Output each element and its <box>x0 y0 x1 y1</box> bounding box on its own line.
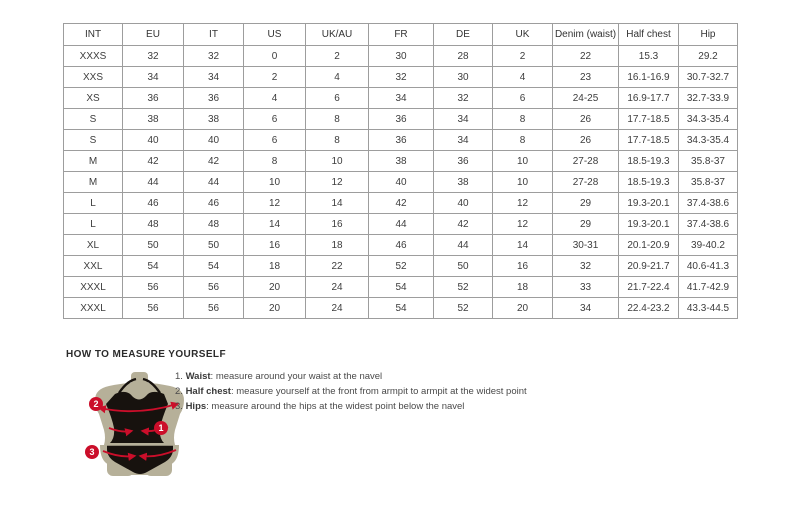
table-cell: 52 <box>434 298 493 319</box>
table-cell: 4 <box>493 67 553 88</box>
table-cell: 36 <box>369 109 434 130</box>
table-row <box>64 256 738 277</box>
measure-marker-hips: 3 <box>85 445 99 459</box>
table-cell: 54 <box>369 298 434 319</box>
table-cell: 24 <box>306 277 369 298</box>
table-cell: 16 <box>306 214 369 235</box>
table-cell: 21.7-22.4 <box>619 277 679 298</box>
table-cell: 8 <box>493 109 553 130</box>
table-cell: 42 <box>123 151 184 172</box>
table-cell: 36 <box>434 151 493 172</box>
table-cell: 52 <box>369 256 434 277</box>
table-row <box>64 193 738 214</box>
table-cell: 6 <box>493 88 553 109</box>
column-header: INT <box>64 24 123 46</box>
table-cell: 42 <box>434 214 493 235</box>
table-cell: 44 <box>123 172 184 193</box>
table-cell: 20 <box>493 298 553 319</box>
table-cell: 22 <box>553 46 619 67</box>
table-cell: 14 <box>244 214 306 235</box>
table-cell: L <box>64 214 123 235</box>
table-cell: 20 <box>244 298 306 319</box>
table-cell: 38 <box>184 109 244 130</box>
table-cell: 44 <box>369 214 434 235</box>
table-cell: 39-40.2 <box>679 235 738 256</box>
table-cell: 34.3-35.4 <box>679 130 738 151</box>
header-row <box>64 24 738 46</box>
table-cell: 2 <box>493 46 553 67</box>
table-cell: 36 <box>369 130 434 151</box>
table-cell: 56 <box>184 277 244 298</box>
measure-steps-list <box>175 371 527 416</box>
table-cell: 17.7-18.5 <box>619 130 679 151</box>
table-cell: S <box>64 109 123 130</box>
table-cell: XS <box>64 88 123 109</box>
table-cell: 40 <box>369 172 434 193</box>
column-header: US <box>244 24 306 46</box>
table-cell: XXXL <box>64 298 123 319</box>
table-cell: 26 <box>553 109 619 130</box>
table-cell: 56 <box>123 298 184 319</box>
table-row <box>64 109 738 130</box>
table-cell: 35.8-37 <box>679 151 738 172</box>
table-cell: 8 <box>306 109 369 130</box>
table-cell: 38 <box>369 151 434 172</box>
table-cell: 32 <box>434 88 493 109</box>
column-header: EU <box>123 24 184 46</box>
step-text: : measure around your waist at the navel <box>210 371 383 382</box>
table-cell: 46 <box>123 193 184 214</box>
table-cell: 27-28 <box>553 172 619 193</box>
table-cell: 6 <box>244 130 306 151</box>
column-header: FR <box>369 24 434 46</box>
table-cell: 37.4-38.6 <box>679 193 738 214</box>
step-number: 2. <box>175 386 186 397</box>
table-cell: 54 <box>369 277 434 298</box>
table-cell: 40 <box>434 193 493 214</box>
column-header: Hip <box>679 24 738 46</box>
table-cell: 0 <box>244 46 306 67</box>
table-cell: 26 <box>553 130 619 151</box>
table-cell: S <box>64 130 123 151</box>
table-cell: 32.7-33.9 <box>679 88 738 109</box>
step-term: Hips <box>185 401 207 412</box>
table-cell: 16.9-17.7 <box>619 88 679 109</box>
size-chart-body <box>64 46 738 319</box>
table-cell: 4 <box>306 67 369 88</box>
table-cell: 42 <box>184 151 244 172</box>
column-header: UK/AU <box>306 24 369 46</box>
table-cell: 23 <box>553 67 619 88</box>
table-cell: XL <box>64 235 123 256</box>
table-cell: XXS <box>64 67 123 88</box>
column-header: UK <box>493 24 553 46</box>
table-cell: 34.3-35.4 <box>679 109 738 130</box>
table-row <box>64 235 738 256</box>
table-cell: 32 <box>369 67 434 88</box>
table-cell: M <box>64 151 123 172</box>
table-cell: M <box>64 172 123 193</box>
table-cell: 30 <box>434 67 493 88</box>
table-cell: 15.3 <box>619 46 679 67</box>
table-cell: 2 <box>244 67 306 88</box>
table-cell: 34 <box>434 109 493 130</box>
measure-step <box>175 401 527 416</box>
table-cell: 8 <box>306 130 369 151</box>
table-cell: 40 <box>123 130 184 151</box>
table-cell: 29.2 <box>679 46 738 67</box>
table-cell: 16.1-16.9 <box>619 67 679 88</box>
step-text: : measure around the hips at the widest point below the navel <box>206 401 465 412</box>
table-cell: 17.7-18.5 <box>619 109 679 130</box>
table-cell: 12 <box>493 214 553 235</box>
table-cell: 54 <box>123 256 184 277</box>
table-cell: 19.3-20.1 <box>619 214 679 235</box>
table-row <box>64 151 738 172</box>
table-cell: 20.9-21.7 <box>619 256 679 277</box>
table-cell: 12 <box>244 193 306 214</box>
table-cell: 27-28 <box>553 151 619 172</box>
table-cell: 29 <box>553 193 619 214</box>
table-cell: 10 <box>244 172 306 193</box>
measure-step <box>175 371 527 386</box>
table-cell: 22.4-23.2 <box>619 298 679 319</box>
table-cell: 14 <box>306 193 369 214</box>
table-cell: XXXS <box>64 46 123 67</box>
table-cell: 48 <box>123 214 184 235</box>
table-cell: 42 <box>369 193 434 214</box>
size-chart-table <box>63 23 738 319</box>
table-cell: 32 <box>184 46 244 67</box>
table-cell: 19.3-20.1 <box>619 193 679 214</box>
measure-marker-half-chest: 2 <box>89 397 103 411</box>
table-row <box>64 298 738 319</box>
table-cell: 10 <box>493 151 553 172</box>
table-cell: 50 <box>184 235 244 256</box>
table-cell: 41.7-42.9 <box>679 277 738 298</box>
table-cell: 18 <box>244 256 306 277</box>
table-cell: 40.6-41.3 <box>679 256 738 277</box>
table-cell: 34 <box>553 298 619 319</box>
table-row <box>64 172 738 193</box>
table-cell: 33 <box>553 277 619 298</box>
measure-section-title: HOW TO MEASURE YOURSELF <box>66 349 226 360</box>
table-cell: 43.3-44.5 <box>679 298 738 319</box>
table-cell: 8 <box>493 130 553 151</box>
table-cell: XXXL <box>64 277 123 298</box>
table-cell: 38 <box>434 172 493 193</box>
table-cell: 10 <box>493 172 553 193</box>
table-cell: 20 <box>244 277 306 298</box>
table-cell: 54 <box>184 256 244 277</box>
measure-marker-waist: 1 <box>154 421 168 435</box>
table-cell: 36 <box>184 88 244 109</box>
table-cell: 50 <box>123 235 184 256</box>
table-cell: 24-25 <box>553 88 619 109</box>
table-cell: 37.4-38.6 <box>679 214 738 235</box>
table-row <box>64 130 738 151</box>
table-cell: 52 <box>434 277 493 298</box>
table-cell: 6 <box>244 109 306 130</box>
table-cell: 16 <box>244 235 306 256</box>
table-cell: 56 <box>184 298 244 319</box>
table-cell: 34 <box>369 88 434 109</box>
table-cell: 22 <box>306 256 369 277</box>
table-cell: 56 <box>123 277 184 298</box>
size-chart-header <box>64 24 738 46</box>
step-number: 3. <box>175 401 186 412</box>
column-header: Denim (waist) <box>553 24 619 46</box>
column-header: IT <box>184 24 244 46</box>
table-row <box>64 46 738 67</box>
step-text: : measure yourself at the front from armpit to armpit at the widest point <box>230 386 527 397</box>
table-cell: 38 <box>123 109 184 130</box>
step-number: 1. <box>175 371 186 382</box>
table-cell: 8 <box>244 151 306 172</box>
table-cell: 32 <box>553 256 619 277</box>
table-cell: 24 <box>306 298 369 319</box>
table-cell: 34 <box>184 67 244 88</box>
table-cell: 34 <box>434 130 493 151</box>
table-cell: 48 <box>184 214 244 235</box>
table-cell: 18 <box>493 277 553 298</box>
table-row <box>64 88 738 109</box>
table-cell: 30-31 <box>553 235 619 256</box>
table-cell: 46 <box>184 193 244 214</box>
table-cell: 50 <box>434 256 493 277</box>
table-cell: 10 <box>306 151 369 172</box>
table-row <box>64 214 738 235</box>
table-cell: 28 <box>434 46 493 67</box>
size-chart-section <box>63 23 737 319</box>
table-cell: 34 <box>123 67 184 88</box>
table-cell: 6 <box>306 88 369 109</box>
table-cell: 36 <box>123 88 184 109</box>
table-cell: 14 <box>493 235 553 256</box>
table-cell: 35.8-37 <box>679 172 738 193</box>
table-cell: 32 <box>123 46 184 67</box>
table-row <box>64 277 738 298</box>
step-term: Waist <box>185 371 211 382</box>
table-cell: 20.1-20.9 <box>619 235 679 256</box>
measure-step <box>175 386 527 401</box>
table-cell: 29 <box>553 214 619 235</box>
table-cell: 4 <box>244 88 306 109</box>
table-cell: 40 <box>184 130 244 151</box>
table-cell: 18 <box>306 235 369 256</box>
table-cell: XXL <box>64 256 123 277</box>
column-header: Half chest <box>619 24 679 46</box>
table-cell: L <box>64 193 123 214</box>
table-cell: 44 <box>434 235 493 256</box>
table-row <box>64 67 738 88</box>
table-cell: 46 <box>369 235 434 256</box>
table-cell: 18.5-19.3 <box>619 172 679 193</box>
table-cell: 12 <box>306 172 369 193</box>
step-term: Half chest <box>185 386 231 397</box>
table-cell: 16 <box>493 256 553 277</box>
column-header: DE <box>434 24 493 46</box>
table-cell: 44 <box>184 172 244 193</box>
table-cell: 2 <box>306 46 369 67</box>
table-cell: 18.5-19.3 <box>619 151 679 172</box>
table-cell: 30.7-32.7 <box>679 67 738 88</box>
table-cell: 12 <box>493 193 553 214</box>
table-cell: 30 <box>369 46 434 67</box>
